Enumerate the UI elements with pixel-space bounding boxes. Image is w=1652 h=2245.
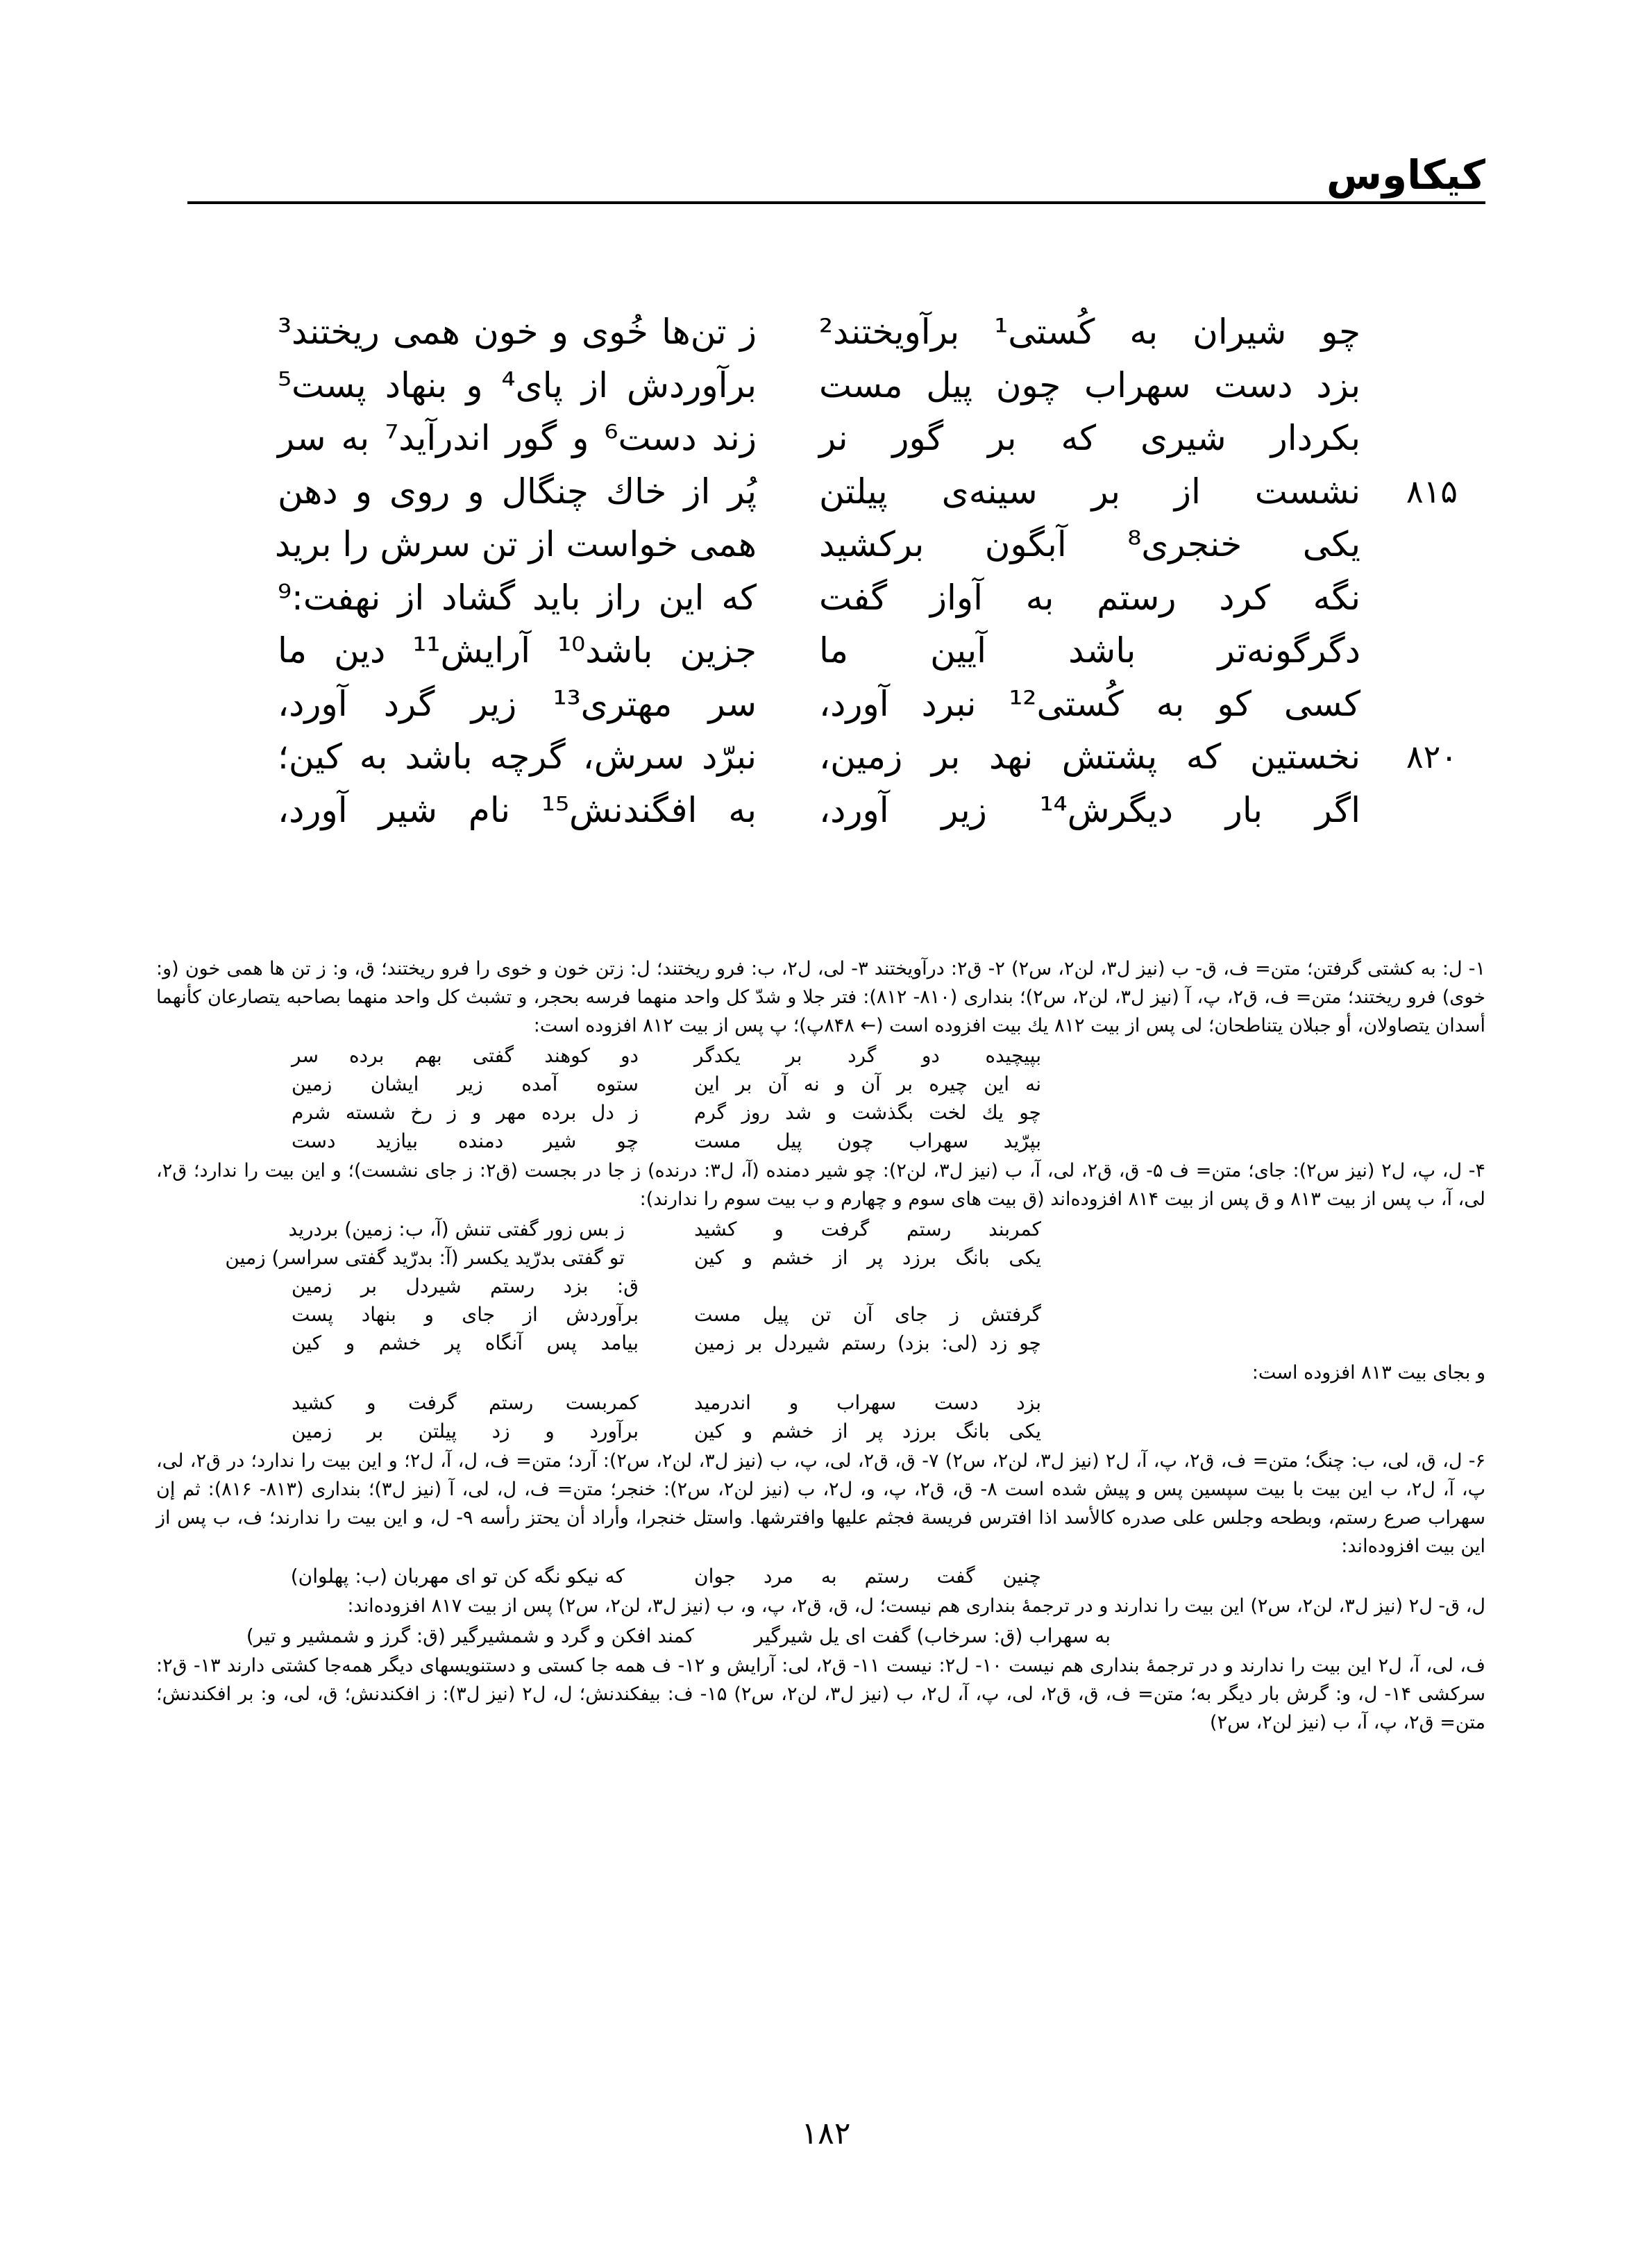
variant-couplet: [156, 1300, 1485, 1329]
hemistich-left: که این راز باید گشاد از نهفت:⁹: [278, 577, 757, 618]
footnote-paragraph: ۴- ل، پ، ل۲ (نیز س۲): جای؛ متن= ف ۵- ق، ق۲، لی، آ، ب (نیز ل۳، لن۲): چو شیر دمنده (آ، ل۳: درنده) ز جا در بجست (ق۲: ز جای نشست)؛ و این بیت را ندارد؛ ق۲، لی، آ، ب پس از بیت ۸۱۳ و ق پس از بیت ۸۱۴ افزوده‌اند (ق بیت های سوم و چهارم و ب بیت سوم را ندارند):: [156, 1160, 1486, 1210]
variant-couplet: [156, 1041, 1485, 1070]
variant-hemistich-left: بیامد پس آنگاه پر خشم و کین: [292, 1331, 639, 1354]
verse-row: [264, 359, 1458, 412]
variant-hemistich-left: کمند افکن و گرد و شمشیرگیر (ق: گرز و شمشیر و تیر): [246, 1624, 694, 1647]
verse-row: [264, 571, 1458, 625]
variant-hemistich-left: ز دل برده مهر و ز رخ شسته شرم: [292, 1101, 639, 1124]
variant-couplet: [156, 1417, 1485, 1445]
hemistich-right: بکردار شیری که بر گور نر: [819, 418, 1360, 458]
verse-row: [264, 412, 1458, 465]
footnote-paragraph: و بجای بیت ۸۱۳ افزوده است:: [1251, 1362, 1485, 1384]
variant-hemistich-right: چو زد (لی: بزد) رستم شیردل بر زمین: [694, 1331, 1041, 1354]
variant-hemistich-right: کمربند رستم گرفت و کشید: [694, 1218, 1041, 1241]
hemistich-right: نخستین که پشتش نهد بر زمین،: [819, 737, 1360, 777]
page-number: ۱۸۲: [801, 2116, 851, 2151]
variant-hemistich-left: دو کوهند گفتی بهم برده سر: [292, 1044, 639, 1067]
hemistich-left: همی خواست از تن سرش را برید: [274, 524, 757, 564]
hemistich-right: یکی خنجری⁸ آبگون برکشید: [819, 524, 1360, 564]
footnote-paragraph: ۱- ل: به کشتی گرفتن؛ متن= ف، ق- ب (نیز ل۳، لن۲، س۲) ۲- ق۲: درآویختند ۳- لی، ل۲، ب: فرو ریختند؛ ل: زتن خون و خوی را فرو ریختند؛ ق، و: ز تن ها همی خون (و: خوی) فرو ریختند؛ متن= ف، ق۲، پ، آ (نیز ل۳، لن۲، س۲)؛ بنداری (۸۱۰- ۸۱۲): فتر جلا و شدّ كل واحد منهما فرسه بحجر، و تشبث كل واحد منهما بصاحبه يتصارعان كأنهما أسدان يتصاولان، أو جبلان يتناطحان؛ لی پس از بیت ۸۱۲ یك بیت افزوده است (← ۸۴۸پ)؛ پ پس از بیت ۸۱۲ افزوده است:: [156, 958, 1486, 1036]
variant-hemistich-left: ز بس زور گفتی تنش (آ، ب: زمین) بردرید: [288, 1218, 625, 1241]
variant-hemistich-left: که نیکو نگه کن تو ای مهربان (ب: پهلوان): [290, 1565, 625, 1588]
variant-couplet: [156, 1562, 1485, 1590]
verse-row: [264, 784, 1458, 837]
variant-couplets: [156, 1388, 1485, 1445]
variant-hemistich-right: چو یك لخت بگذشت و شد روز گرم: [694, 1101, 1041, 1124]
hemistich-right: اگر بار دیگرش¹⁴ زیر آورد،: [819, 789, 1360, 830]
variant-couplet: [156, 1622, 1485, 1650]
variant-hemistich-left: ق: بزد رستم شیردل بر زمین: [292, 1275, 639, 1297]
verse-row: [264, 465, 1458, 519]
verse-row: [264, 730, 1458, 784]
variant-hemistich-right: گرفتش ز جای آن تن پیل مست: [694, 1303, 1041, 1326]
variant-hemistich-left: ستوه آمده زیر ایشان زمین: [292, 1073, 639, 1095]
variant-hemistich-left: برآوردش از جای و بنهاد پست: [292, 1303, 639, 1326]
variant-couplet: [156, 1098, 1485, 1127]
variant-couplet: [156, 1329, 1485, 1357]
verse-row: [264, 624, 1458, 678]
variant-couplets: [156, 1622, 1485, 1650]
variant-couplet: [156, 1272, 1485, 1300]
variant-hemistich-right: بپیچیده دو گرد بر یکدگر: [694, 1044, 1041, 1067]
hemistich-left: پُر از خاك چنگال و روی و دهن: [278, 471, 757, 512]
hemistich-left: به افگندنش¹⁵ نام شیر آورد،: [278, 789, 757, 830]
verse-block: [264, 305, 1458, 836]
variant-hemistich-right: چنین گفت رستم به مرد جوان: [694, 1565, 1041, 1588]
verse-number: ۸۱۵: [1406, 472, 1458, 510]
footnotes: [156, 955, 1485, 1737]
variant-hemistich-right: بزد دست سهراب و اندرمید: [694, 1391, 1041, 1414]
variant-hemistich-right: نه این چیره بر آن و نه آن بر این: [694, 1073, 1041, 1095]
hemistich-right: چو شیران به کُستی¹ برآویختند²: [819, 312, 1360, 352]
hemistich-right: بزد دست سهراب چون پیل مست: [819, 364, 1360, 405]
variant-hemistich-left: برآورد و زد پیلتن بر زمین: [292, 1420, 639, 1443]
hemistich-left: ز تن‌ها خُوی و خون همی ریختند³: [278, 312, 757, 352]
footnote-paragraph: ل، ق- ل۲ (نیز ل۳، لن۲، س۲) این بیت را ندارند و در ترجمهٔ بنداری هم نیست؛ ل، ق، ق۲، پ، و، ب (نیز ل۳، لن۲، س۲) پس از بیت ۸۱۷ افزوده‌اند:: [347, 1595, 1485, 1617]
variant-hemistich-left: کمربست رستم گرفت و کشید: [292, 1391, 639, 1414]
hemistich-right: کسی کو به کُستی¹² نبرد آورد،: [819, 683, 1361, 724]
footnote-paragraph: ف، لی، آ، ل۲ این بیت را ندارند و در ترجمهٔ بنداری هم نیست ۱۰- ل۲: نیست ۱۱- ق۲، لی: آرایش و ۱۲- ف همه جا کستی و دستنویسهای دیگر همه‌جا کشتی دارند ۱۳- ق۲: سرکشی ۱۴- ل، و: گرش بار دیگر به؛ متن= ف، ق، ق۲، لی، پ، آ، ل۲، ب (نیز ل۳، لن۲، س۲) ۱۵- ف: بیفکندنش؛ ل، ل۲ (نیز ل۳): ز افکندنش؛ ق، لی، و: بر افکندنش؛ متن= ق۲، پ، آ، ب (نیز لن۲، س۲): [156, 1655, 1485, 1733]
variant-hemistich-left: تو گفتی بدرّید یکسر (آ: بدرّید گفتی سراسر) زمین: [225, 1246, 625, 1269]
variant-hemistich-right: یکی بانگ برزد پر از خشم و کین: [694, 1420, 1041, 1443]
variant-hemistich-right: یکی بانگ برزد پر از خشم و کین: [694, 1246, 1041, 1269]
variant-couplet: [156, 1070, 1485, 1098]
variant-hemistich-right: بپرّید سهراب چون پیل مست: [694, 1129, 1041, 1152]
verse-row: [264, 678, 1458, 731]
footnote-paragraph: ۶- ل، ق، لی، ب: چنگ؛ متن= ف، ق۲، پ، آ، ل۲ (نیز ل۳، لن۲، س۲) ۷- ق، ق۲، لی، پ، ب (نیز ل۳، لن۲، س۲): آرد؛ متن= ف، ل، آ، ل۲؛ و این بیت را ندارد؛ در ق۲، لی، پ، آ، ل۲، ب این بیت با بیت سپسین پس و پیش شده است ۸- ق، ق۲، پ، و، ل۲، ب (نیز لن۲، س۲): خنجر؛ متن= ف، ل، لی، آ (نیز ل۳)؛ بنداری (۸۱۳- ۸۱۶): ثم إن سهراب صرع رستم، وبطحه وجلس على صدره كالأسد اذا افترس فريسة فجثم عليها وافترشها. واستل خنجرا، وأراد أن يحتز رأسه ۹- ل، و این بیت را ندارند؛ ف، ب پس از این بیت افزوده‌اند:: [156, 1450, 1486, 1557]
hemistich-right: نشست از بر سینه‌ی پیلتن: [819, 471, 1360, 512]
variant-couplet: [156, 1215, 1485, 1243]
variant-couplet: [156, 1388, 1485, 1417]
hemistich-left: برآوردش از پای⁴ و بنهاد پست⁵: [278, 364, 757, 405]
hemistich-right: نگه کرد رستم به آواز گفت: [819, 577, 1360, 618]
verse-number: ۸۲۰: [1406, 738, 1458, 775]
variant-couplets: [156, 1041, 1485, 1155]
variant-couplet: [156, 1243, 1485, 1272]
variant-couplets: [156, 1562, 1485, 1590]
hemistich-left: سر مهتری¹³ زیر گرد آورد،: [278, 683, 757, 724]
hemistich-left: زند دست⁶ و گور اندرآید⁷ به سر: [278, 418, 757, 458]
hemistich-left: جزین باشد¹⁰ آرایش¹¹ دین ما: [278, 630, 757, 671]
variant-hemistich-left: چو شیر دمنده بیازید دست: [292, 1129, 639, 1152]
variant-couplet: [156, 1127, 1485, 1155]
verse-row: [264, 305, 1458, 359]
header-rule: [187, 201, 1485, 204]
hemistich-right: دگرگونه‌تر باشد آیین ما: [819, 630, 1360, 671]
variant-couplets: [156, 1215, 1485, 1357]
running-header-title: کیکاوس: [1326, 151, 1485, 199]
variant-hemistich-right: به سهراب (ق: سرخاب) گفت ای یل شیرگیر: [754, 1624, 1111, 1647]
verse-row: [264, 518, 1458, 571]
hemistich-left: نبرّد سرش، گرچه باشد به کین؛: [278, 737, 757, 777]
